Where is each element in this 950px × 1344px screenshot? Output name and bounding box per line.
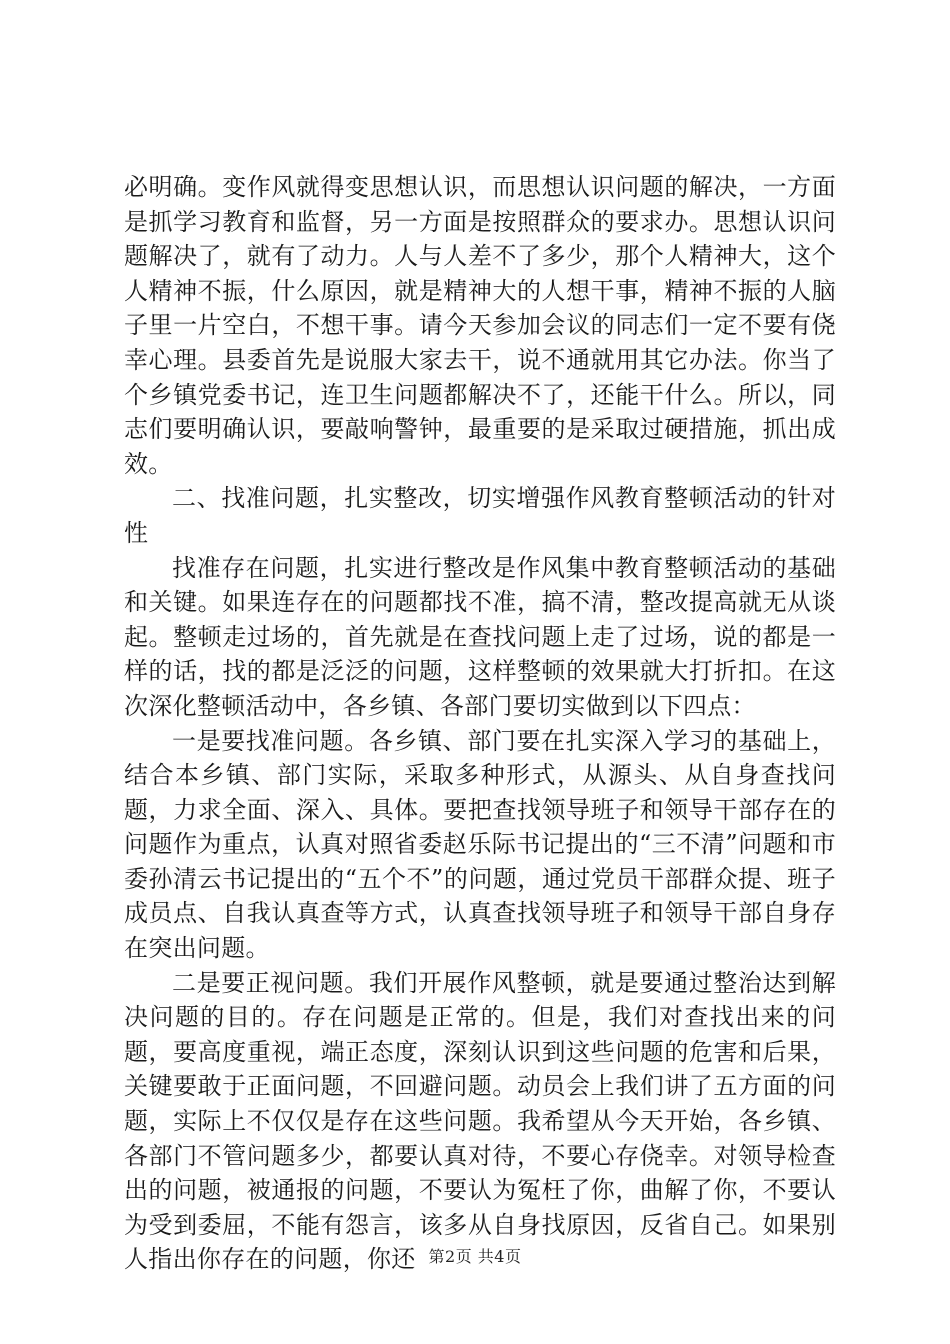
page-number-footer: 第2页 共4页	[428, 1247, 522, 1266]
section-heading: 二、找准问题，扎实整改，切实增强作风教育整顿活动的针对性	[124, 484, 836, 547]
document-body	[124, 170, 836, 1277]
paragraph-continuation: 必明确。变作风就得变思想认识，而思想认识问题的解决，一方面是抓学习教育和监督，另一方面是按照群众的要求办。思想认识问题解决了，就有了动力。人与人差不了多少，那个人精神大，这个人精神不振，什么原因，就是精神大的人想干事，精神不振的人脑子里一片空白，不想干事。请今天参加会议的同志们一定不要有侥幸心理。县委首先是说服大家去干，说不通就用其它办法。你当了个乡镇党委书记，连卫生问题都解决不了，还能干什么。所以，同志们要明确认识，要敲响警钟，最重要的是采取过硬措施，抓出成效。	[124, 173, 836, 478]
paragraph: 找准存在问题，扎实进行整改是作风集中教育整顿活动的基础和关键。如果连存在的问题都找不准，搞不清，整改提高就无从谈起。整顿走过场的，首先就是在查找问题上走了过场，说的都是一样的话，找的都是泛泛的问题，这样整顿的效果就大打折扣。在这次深化整顿活动中，各乡镇、各部门要切实做到以下四点：	[124, 553, 836, 720]
paragraph: 一是要找准问题。各乡镇、部门要在扎实深入学习的基础上，结合本乡镇、部门实际，采取多种形式，从源头、从自身查找问题，力求全面、深入、具体。要把查找领导班子和领导干部存在的问题作为重点，认真对照省委赵乐际书记提出的“三不清”问题和市委孙清云书记提出的“五个不”的问题，通过党员干部群众提、班子成员点、自我认真查等方式，认真查找领导班子和领导干部自身存在突出问题。	[124, 726, 836, 963]
paragraph: 二是要正视问题。我们开展作风整顿，就是要通过整治达到解决问题的目的。存在问题是正常的。但是，我们对查找出来的问题，要高度重视，端正态度，深刻认识到这些问题的危害和后果，关键要敢于正面问题，不回避问题。动员会上我们讲了五方面的问题，实际上不仅仅是存在这些问题。我希望从今天开始，各乡镇、各部门不管问题多少，都要认真对待，不要心存侥幸。对领导检查出的问题，被通报的问题，不要认为冤枉了你，曲解了你，不要认为受到委屈，不能有怨言，该多从自身找原因，反省自己。如果别人指出你存在的问题，你还	[124, 968, 836, 1274]
